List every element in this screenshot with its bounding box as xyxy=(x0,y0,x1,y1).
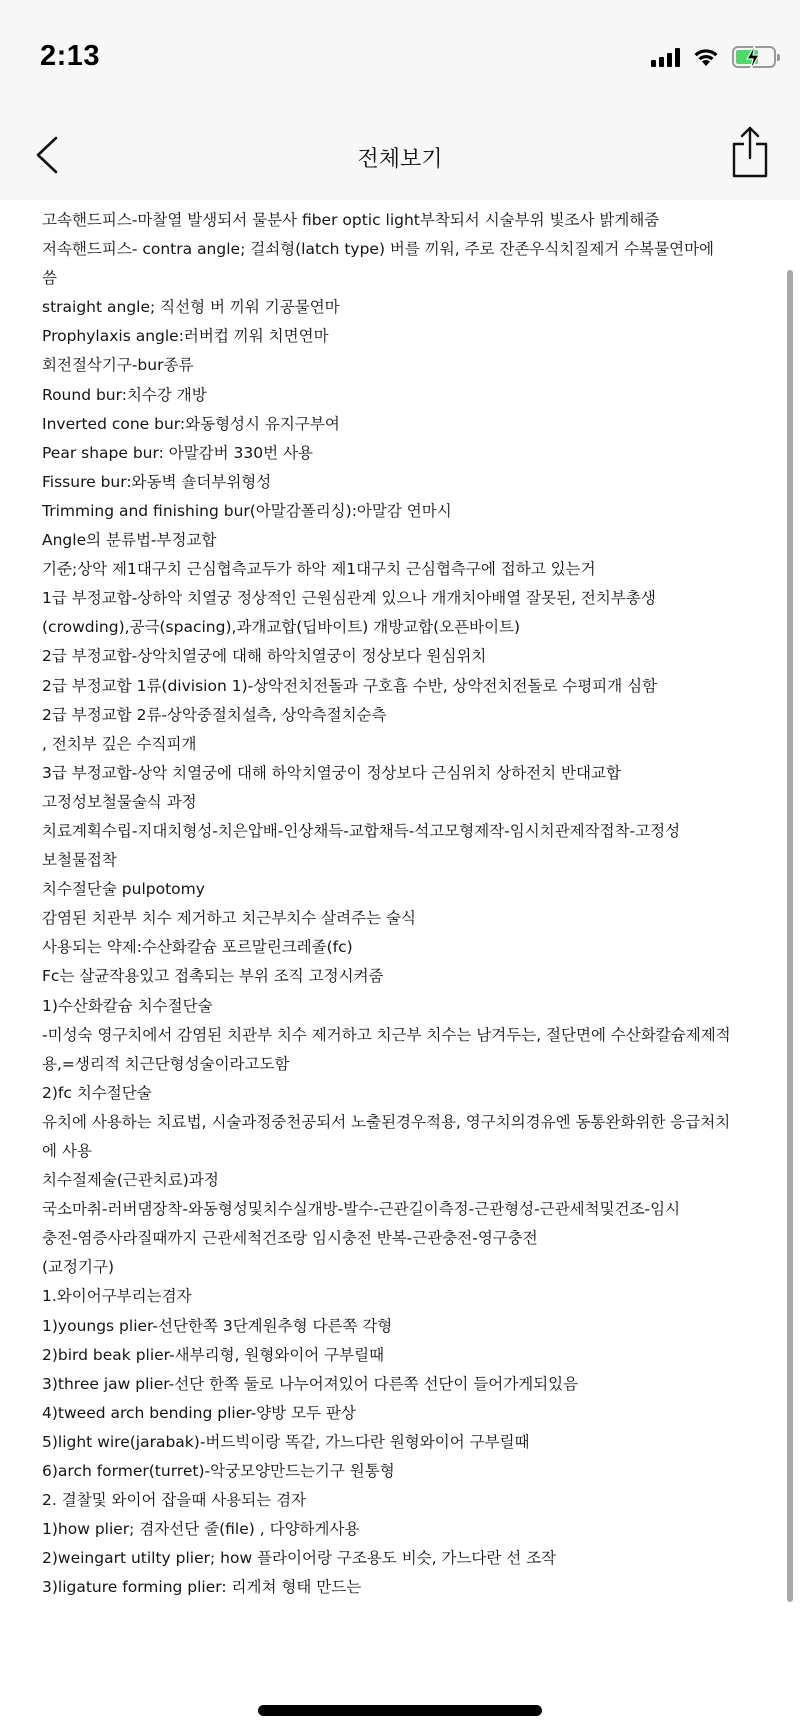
note-line: 3)three jaw plier-선단 한쪽 둘로 나누어져있어 다른쪽 선단이 들어가게되있음 xyxy=(42,1374,579,1393)
note-line: 3)ligature forming plier: 리게쳐 형태 만드는 xyxy=(42,1578,362,1597)
share-icon xyxy=(730,124,770,180)
status-icons xyxy=(651,46,776,68)
note-line: 2급 부정교합-상악치열궁에 대해 하악치열궁이 정상보다 원심위치 xyxy=(42,647,487,666)
note-line: 용,=생리적 치근단형성술이라고도함 xyxy=(42,1054,290,1073)
cellular-signal-icon xyxy=(651,47,680,67)
note-line: 6)arch former(turret)-악궁모양만드는기구 원통형 xyxy=(42,1462,395,1481)
note-line: 고속핸드피스-마찰열 발생되서 물분사 fiber optic light부착되서 시술부위 빛조사 밝게해줌 xyxy=(42,211,660,229)
share-button[interactable] xyxy=(730,124,770,180)
note-line: 1급 부정교합-상하악 치열궁 정상적인 근원심관계 있으나 개개치아배열 잘못된, 전치부총생 xyxy=(42,589,656,608)
note-line: Angle의 분류법-부정교합 xyxy=(42,531,217,550)
note-line: 1.와이어구부리는겸자 xyxy=(42,1287,192,1306)
nav-bar xyxy=(0,110,800,200)
note-line: 치수절단술 pulpotomy xyxy=(42,880,205,899)
note-line: 2)fc 치수절단술 xyxy=(42,1083,152,1102)
note-content xyxy=(42,206,767,1603)
note-line: 5)light wire(jarabak)-버드빅이랑 똑같, 가느다란 원형와이어 구부릴때 xyxy=(42,1432,530,1451)
note-line: 기준;상악 제1대구치 근심협측교두가 하악 제1대구치 근심협측구에 접하고 있는거 xyxy=(42,560,596,579)
note-line: 고정성보철물술식 과정 xyxy=(42,792,197,811)
note-line: 2. 결찰및 와이어 잡을때 사용되는 겸자 xyxy=(42,1491,307,1510)
note-line: 사용되는 약제:수산화칼슘 포르말린크레졸(fc) xyxy=(42,938,353,957)
note-line: Inverted cone bur:와동형성시 유지구부여 xyxy=(42,414,340,433)
wifi-icon xyxy=(692,47,720,67)
note-line: 2급 부정교합 2류-상악중절치설측, 상악측절치순측 xyxy=(42,705,387,724)
note-line: 유치에 사용하는 치료법, 시술과정중천공되서 노출된경우적용, 영구치의경유엔 동통완화위한 응급처치 xyxy=(42,1112,731,1131)
note-line: 4)tweed arch bending plier-양방 모두 판상 xyxy=(42,1403,356,1422)
note-line: 씀 xyxy=(42,269,57,288)
status-bar xyxy=(0,0,800,100)
page-title: 전체보기 xyxy=(357,147,443,172)
note-line: 1)youngs plier-선단한쪽 3단계원추형 다른쪽 각형 xyxy=(42,1316,393,1335)
note-line: (crowding),공극(spacing),과개교합(딥바이트) 개방교합(오픈바이트) xyxy=(42,618,521,637)
note-line: 충전-염증사라질때까지 근관세척건조랑 임시충전 반복-근관충전-영구충전 xyxy=(42,1229,538,1248)
note-line: Prophylaxis angle:러버컵 끼워 치면연마 xyxy=(42,327,329,346)
note-line: Pear shape bur: 아말감버 330번 사용 xyxy=(42,443,313,462)
note-line: 2)bird beak plier-새부리형, 원형와이어 구부릴때 xyxy=(42,1345,385,1364)
note-line: 회전절삭기구-bur종류 xyxy=(42,356,194,375)
note-line: 저속핸드피스- contra angle; 걸쇠형(latch type) 버를 끼워, 주로 잔존우식치질제거 수복물연마에 xyxy=(42,240,715,259)
note-line: 1)수산화칼슘 치수절단술 xyxy=(42,996,213,1015)
note-line: 2)weingart utilty plier; how 플라이어랑 구조용도 비슷, 가느다란 선 조작 xyxy=(42,1549,557,1568)
note-line: 1)how plier; 겸자선단 줄(file) , 다양하게사용 xyxy=(42,1520,360,1539)
note-line: , 전치부 깊은 수직피개 xyxy=(42,734,197,753)
home-indicator[interactable] xyxy=(258,1705,542,1716)
note-line: Round bur:치수강 개방 xyxy=(42,385,207,404)
note-line: 보철물접착 xyxy=(42,851,117,870)
note-line: 치수절제술(근관치료)과정 xyxy=(42,1171,219,1190)
note-line: 에 사용 xyxy=(42,1142,92,1160)
battery-charging-icon xyxy=(732,46,776,68)
note-line: 치료계획수립-지대치형성-치은압배-인상채득-교합채득-석고모형제작-임시치관제작접착-고정성 xyxy=(42,821,681,840)
note-line: Fissure bur:와동벽 숄더부위형성 xyxy=(42,472,272,491)
note-line: (교정기구) xyxy=(42,1258,114,1277)
note-line: 2급 부정교합 1류(division 1)-상악전치전돌과 구호흡 수반, 상악전치전돌로 수평피개 심함 xyxy=(42,676,658,695)
note-line: 3급 부정교합-상악 치열궁에 대해 하악치열궁이 정상보다 근심위치 상하전치 반대교합 xyxy=(42,763,621,782)
note-line: -미성숙 영구치에서 감염된 치관부 치수 제거하고 치근부 치수는 남겨두는, 절단면에 수산화칼슘제제적 xyxy=(42,1025,731,1044)
note-line: Trimming and finishing bur(아말감폴리싱):아말감 연마시 xyxy=(42,501,452,520)
status-time: 2:13 xyxy=(40,40,101,72)
vertical-scrollbar[interactable] xyxy=(787,270,793,1602)
note-line: straight angle; 직선형 버 끼워 기공물연마 xyxy=(42,298,340,317)
note-line: 감염된 치관부 치수 제거하고 치근부치수 살려주는 술식 xyxy=(42,909,416,928)
note-line: 국소마취-러버댐장착-와동형성및치수실개방-발수-근관길이측정-근관형성-근관세척및건조-임시 xyxy=(42,1200,681,1219)
note-line: Fc는 살균작용있고 접촉되는 부위 조직 고정시켜줌 xyxy=(42,967,384,986)
